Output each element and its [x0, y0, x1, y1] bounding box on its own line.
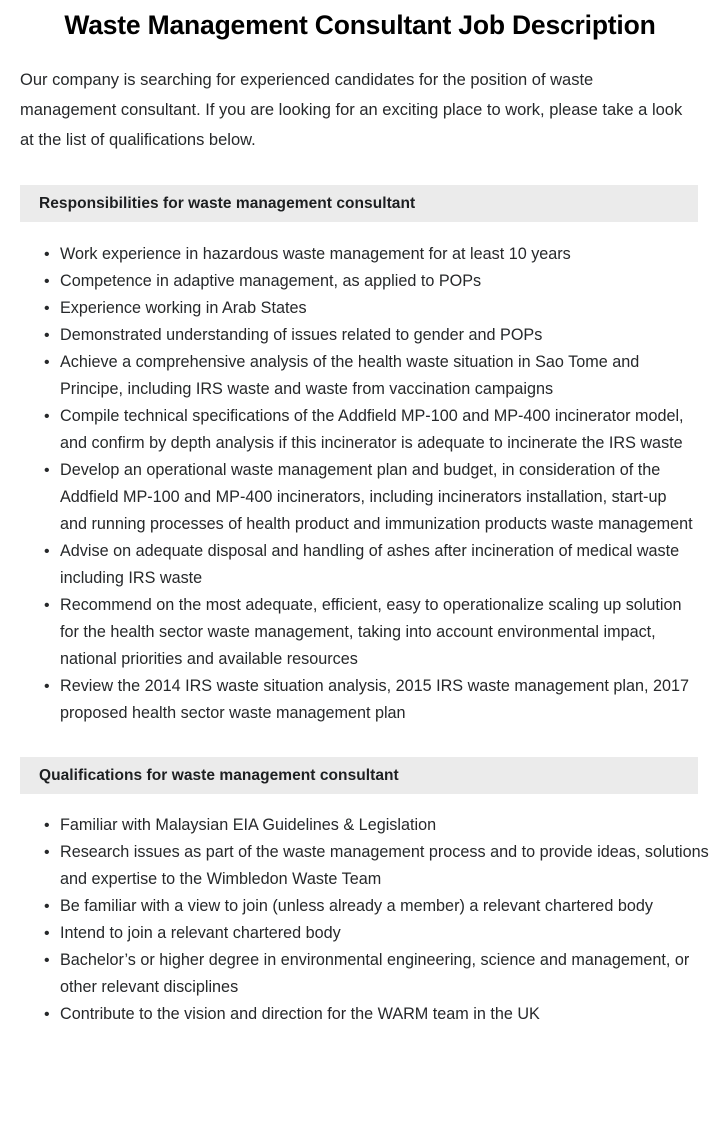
list-item: • Be familiar with a view to join (unless already a member) a relevant chartered body [44, 893, 710, 920]
list-item: • Bachelor’s or higher degree in environmental engineering, science and management, or other relevant disciplines [44, 947, 710, 1001]
list-item: • Familiar with Malaysian EIA Guidelines & Legislation [44, 812, 710, 839]
list-item: • Experience working in Arab States [44, 295, 696, 322]
list-item: • Develop an operational waste management plan and budget, in consideration of the Addfield MP-100 and MP-400 incinerators, including incinerators installation, start-up and running processes of health product and immunization products waste management [44, 457, 696, 538]
section-header-label: Responsibilities for waste management consultant [39, 194, 416, 212]
section-header-qualifications [20, 757, 698, 794]
page-title: Waste Management Consultant Job Description [64, 10, 656, 40]
section-qualifications [0, 757, 720, 1028]
section-responsibilities [0, 185, 720, 727]
list-item: • Competence in adaptive management, as applied to POPs [44, 268, 696, 295]
intro-paragraph: Our company is searching for experienced candidates for the position of waste management consultant. If you are looking for an exciting place to work, please take a look at the list of qualifications below. [20, 71, 683, 149]
qualifications-list [0, 794, 720, 1028]
list-item: • Review the 2014 IRS waste situation analysis, 2015 IRS waste management plan, 2017 proposed health sector waste management plan [44, 673, 696, 727]
section-header-responsibilities [20, 185, 698, 222]
list-item: • Demonstrated understanding of issues related to gender and POPs [44, 322, 696, 349]
list-item: • Recommend on the most adequate, efficient, easy to operationalize scaling up solution for the health sector waste management, taking into account environmental impact, national priorities and available resources [44, 592, 696, 673]
list-item: • Contribute to the vision and direction for the WARM team in the UK [44, 1001, 710, 1028]
responsibilities-list [0, 222, 720, 727]
list-item: • Work experience in hazardous waste management for at least 10 years [44, 241, 696, 268]
list-item: • Research issues as part of the waste management process and to provide ideas, solutions and expertise to the Wimbledon Waste Team [44, 839, 710, 893]
list-item: • Compile technical specifications of the Addfield MP-100 and MP-400 incinerator model, and confirm by depth analysis if this incinerator is adequate to incinerate the IRS waste [44, 403, 696, 457]
section-header-label: Qualifications for waste management consultant [39, 766, 399, 784]
list-item: • Intend to join a relevant chartered body [44, 920, 710, 947]
list-item: • Achieve a comprehensive analysis of the health waste situation in Sao Tome and Principe, including IRS waste and waste from vaccination campaigns [44, 349, 696, 403]
list-item: • Advise on adequate disposal and handling of ashes after incineration of medical waste including IRS waste [44, 538, 696, 592]
